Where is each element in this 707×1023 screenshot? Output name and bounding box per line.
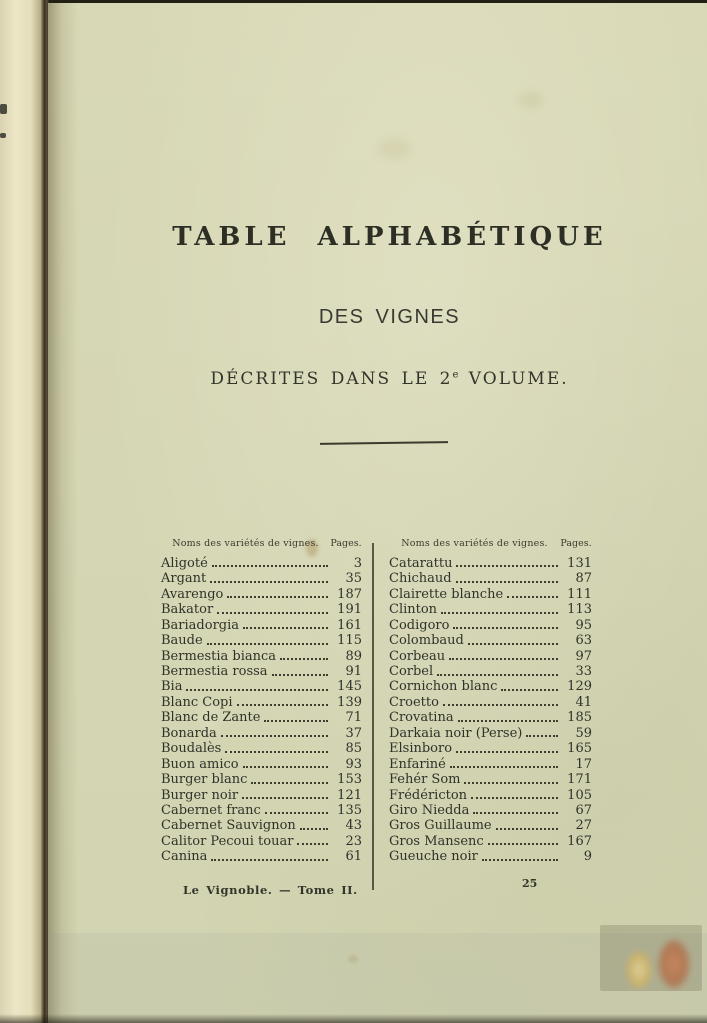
page-ref: 95 [575, 617, 592, 633]
dot-leader [297, 843, 328, 845]
vine-name: Fehér Som [389, 772, 461, 788]
table-row [389, 726, 592, 741]
table-row [161, 649, 362, 664]
table-row [389, 818, 592, 833]
table-row [389, 834, 592, 849]
table-row [161, 803, 362, 818]
volume-line [48, 369, 707, 389]
page-ref: 113 [567, 602, 592, 618]
vine-name: Clinton [389, 602, 438, 618]
dot-leader [507, 596, 558, 598]
vine-name: Crovatina [389, 710, 454, 726]
dot-leader [473, 812, 558, 814]
dot-leader [488, 843, 558, 845]
dot-leader [450, 766, 558, 768]
vine-name: Bermestia bianca [161, 648, 277, 664]
dot-leader [221, 735, 328, 737]
ghost-colour-plate [600, 925, 702, 991]
dot-leader [272, 674, 328, 676]
vine-name: Corbeau [389, 648, 446, 664]
page-ref: 89 [345, 648, 362, 664]
page-ref: 129 [567, 679, 592, 695]
table-row [161, 849, 362, 864]
photo-bottom-edge [0, 1014, 707, 1023]
vine-name: Blanc Copi [161, 694, 233, 710]
table-row [161, 680, 362, 695]
page-ref: 185 [567, 710, 592, 726]
vine-name: Elsinboro [389, 741, 453, 757]
index-rows [389, 556, 592, 865]
vine-name: Darkaia noir (Perse) [389, 725, 523, 741]
page-ref: 87 [575, 571, 592, 587]
page-ref: 63 [575, 633, 592, 649]
table-row [161, 757, 362, 772]
dot-leader [441, 612, 558, 614]
header-pages-label: Pages. [330, 538, 362, 549]
page-ref: 93 [345, 756, 362, 772]
page-ref: 71 [345, 710, 362, 726]
page-ref: 59 [575, 725, 592, 741]
header-varieties-label: Noms des variétés de vignes. [401, 538, 548, 549]
page-ref: 105 [567, 787, 592, 803]
vine-name: Cabernet franc [161, 802, 261, 818]
vine-name: Chichaud [389, 571, 452, 587]
dot-leader [468, 643, 558, 645]
dot-leader [443, 704, 558, 706]
dot-leader [217, 612, 328, 614]
dot-leader [456, 751, 558, 753]
page-ref: 191 [337, 602, 362, 618]
page-ref: 135 [337, 802, 362, 818]
page-ref: 165 [567, 741, 592, 757]
vine-name: Croetto [389, 694, 439, 710]
vine-name: Catarattu [389, 555, 453, 571]
paper-stain [518, 91, 544, 109]
page-ref: 3 [353, 555, 362, 571]
table-row [161, 556, 362, 571]
table-row [161, 695, 362, 710]
table-row [389, 710, 592, 725]
page-ref: 17 [575, 756, 592, 772]
dot-leader [456, 565, 558, 567]
vine-name: Burger noir [161, 787, 239, 803]
vine-name: Enfariné [389, 756, 446, 772]
page-ref: 153 [337, 772, 362, 788]
vine-name: Burger blanc [161, 772, 248, 788]
table-row [389, 788, 592, 803]
table-row [161, 710, 362, 725]
running-footer: Le Vignoble. — Tome II. [183, 883, 358, 897]
vine-name: Bonarda [161, 725, 217, 741]
vine-name: Canina [161, 849, 208, 865]
vine-name: Calitor Pecoui touar [161, 833, 294, 849]
dot-leader [526, 735, 558, 737]
dot-leader [437, 674, 558, 676]
title-divider-rule [320, 441, 448, 445]
page-ref: 23 [345, 833, 362, 849]
index-left-column [161, 538, 362, 865]
vine-name: Bermestia rossa [161, 664, 268, 680]
table-row [389, 695, 592, 710]
vine-name: Bia [161, 679, 183, 695]
dot-leader [243, 766, 328, 768]
vine-name: Bakator [161, 602, 214, 618]
page-ref: 171 [567, 772, 592, 788]
ghost-plate-red-shape [658, 939, 690, 989]
table-row [389, 649, 592, 664]
page-ref: 41 [575, 694, 592, 710]
dot-leader [227, 596, 328, 598]
vine-name: Cornichon blanc [389, 679, 498, 695]
table-row [389, 556, 592, 571]
page-ref: 121 [337, 787, 362, 803]
table-row [389, 680, 592, 695]
index-rows [161, 556, 362, 865]
facing-page-edge [0, 0, 44, 1023]
edge-text-fragment [0, 133, 6, 138]
volume-line-text: VOLUME. [458, 369, 569, 389]
table-row [389, 803, 592, 818]
table-row [389, 633, 592, 648]
paper-stain [378, 138, 412, 160]
dot-leader [212, 565, 328, 567]
table-row [389, 602, 592, 617]
index-right-column [389, 538, 592, 865]
page-ref: 131 [567, 555, 592, 571]
dot-leader [482, 859, 558, 861]
vine-name: Baude [161, 633, 203, 649]
volume-line-superscript: e [452, 369, 459, 381]
dot-leader [471, 797, 558, 799]
table-row [161, 602, 362, 617]
table-row [161, 788, 362, 803]
dot-leader [280, 658, 328, 660]
page-subtitle: DES VIGNES [318, 306, 461, 328]
table-row [389, 664, 592, 679]
page-title: TABLE ALPHABÉTIQUE [172, 222, 607, 252]
table-row [389, 757, 592, 772]
dot-leader [210, 581, 328, 583]
page-ref: 91 [345, 664, 362, 680]
table-row [389, 741, 592, 756]
dot-leader [453, 627, 558, 629]
vine-name: Clairette blanche [389, 586, 504, 602]
page-ref: 167 [567, 833, 592, 849]
page-ref: 97 [575, 648, 592, 664]
dot-leader [237, 704, 329, 706]
vine-name: Corbel [389, 664, 434, 680]
dot-leader [211, 859, 328, 861]
dot-leader [496, 828, 558, 830]
table-row [389, 849, 592, 864]
dot-leader [265, 812, 328, 814]
dot-leader [456, 581, 558, 583]
column-header [161, 538, 362, 549]
table-row [161, 726, 362, 741]
page-ref: 161 [337, 617, 362, 633]
page-ref: 33 [575, 664, 592, 680]
vine-name: Gros Mansenc [389, 833, 484, 849]
dot-leader [300, 828, 328, 830]
vine-name: Aligoté [161, 555, 208, 571]
table-row [161, 772, 362, 787]
page-ref: 115 [337, 633, 362, 649]
page-ref: 35 [345, 571, 362, 587]
vine-name: Argant [161, 571, 207, 587]
table-row [161, 618, 362, 633]
vine-name: Codigoro [389, 617, 450, 633]
table-row [161, 834, 362, 849]
dot-leader [464, 782, 558, 784]
dot-leader [243, 627, 328, 629]
table-row [161, 571, 362, 586]
vine-name: Gros Guillaume [389, 818, 492, 834]
dot-leader [207, 643, 328, 645]
page-ref: 27 [575, 818, 592, 834]
vine-name: Bariadorgia [161, 617, 240, 633]
edge-text-fragment [0, 104, 7, 114]
vine-name: Buon amico [161, 756, 239, 772]
table-row [389, 571, 592, 586]
page-ref: 9 [583, 849, 592, 865]
vine-name: Boudalès [161, 741, 222, 757]
table-row [389, 618, 592, 633]
table-row [161, 818, 362, 833]
dot-leader [186, 689, 328, 691]
vine-name: Colombaud [389, 633, 464, 649]
dot-leader [251, 782, 328, 784]
dot-leader [501, 689, 558, 691]
folio-page-number: 25 [522, 877, 538, 890]
page-ref: 85 [345, 741, 362, 757]
header-varieties-label: Noms des variétés de vignes. [172, 538, 319, 549]
page-ref: 139 [337, 694, 362, 710]
table-row [389, 587, 592, 602]
table-row [161, 587, 362, 602]
vine-name: Cabernet Sauvignon [161, 818, 296, 834]
page-ref: 43 [345, 818, 362, 834]
vine-name: Blanc de Zante [161, 710, 261, 726]
page-ref: 187 [337, 586, 362, 602]
table-row [389, 772, 592, 787]
vine-name: Avarengo [161, 586, 224, 602]
header-pages-label: Pages. [560, 538, 592, 549]
page-ref: 61 [345, 849, 362, 865]
dot-leader [449, 658, 558, 660]
page-ref: 145 [337, 679, 362, 695]
vine-name: Giro Niedda [389, 802, 470, 818]
vine-name: Frédéricton [389, 787, 468, 803]
volume-line-text: DÉCRITES DANS LE 2 [210, 369, 453, 389]
dot-leader [264, 720, 328, 722]
column-header [389, 538, 592, 549]
page-ref: 37 [345, 725, 362, 741]
ghost-plate-yellow-shape [626, 951, 652, 989]
book-page [48, 3, 707, 1023]
dot-leader [242, 797, 328, 799]
column-divider-rule [372, 543, 374, 890]
page-ref: 111 [567, 586, 592, 602]
table-row [161, 664, 362, 679]
page-ref: 67 [575, 802, 592, 818]
vine-name: Gueuche noir [389, 849, 478, 865]
table-row [161, 741, 362, 756]
dot-leader [458, 720, 558, 722]
table-row [161, 633, 362, 648]
dot-leader [225, 751, 328, 753]
